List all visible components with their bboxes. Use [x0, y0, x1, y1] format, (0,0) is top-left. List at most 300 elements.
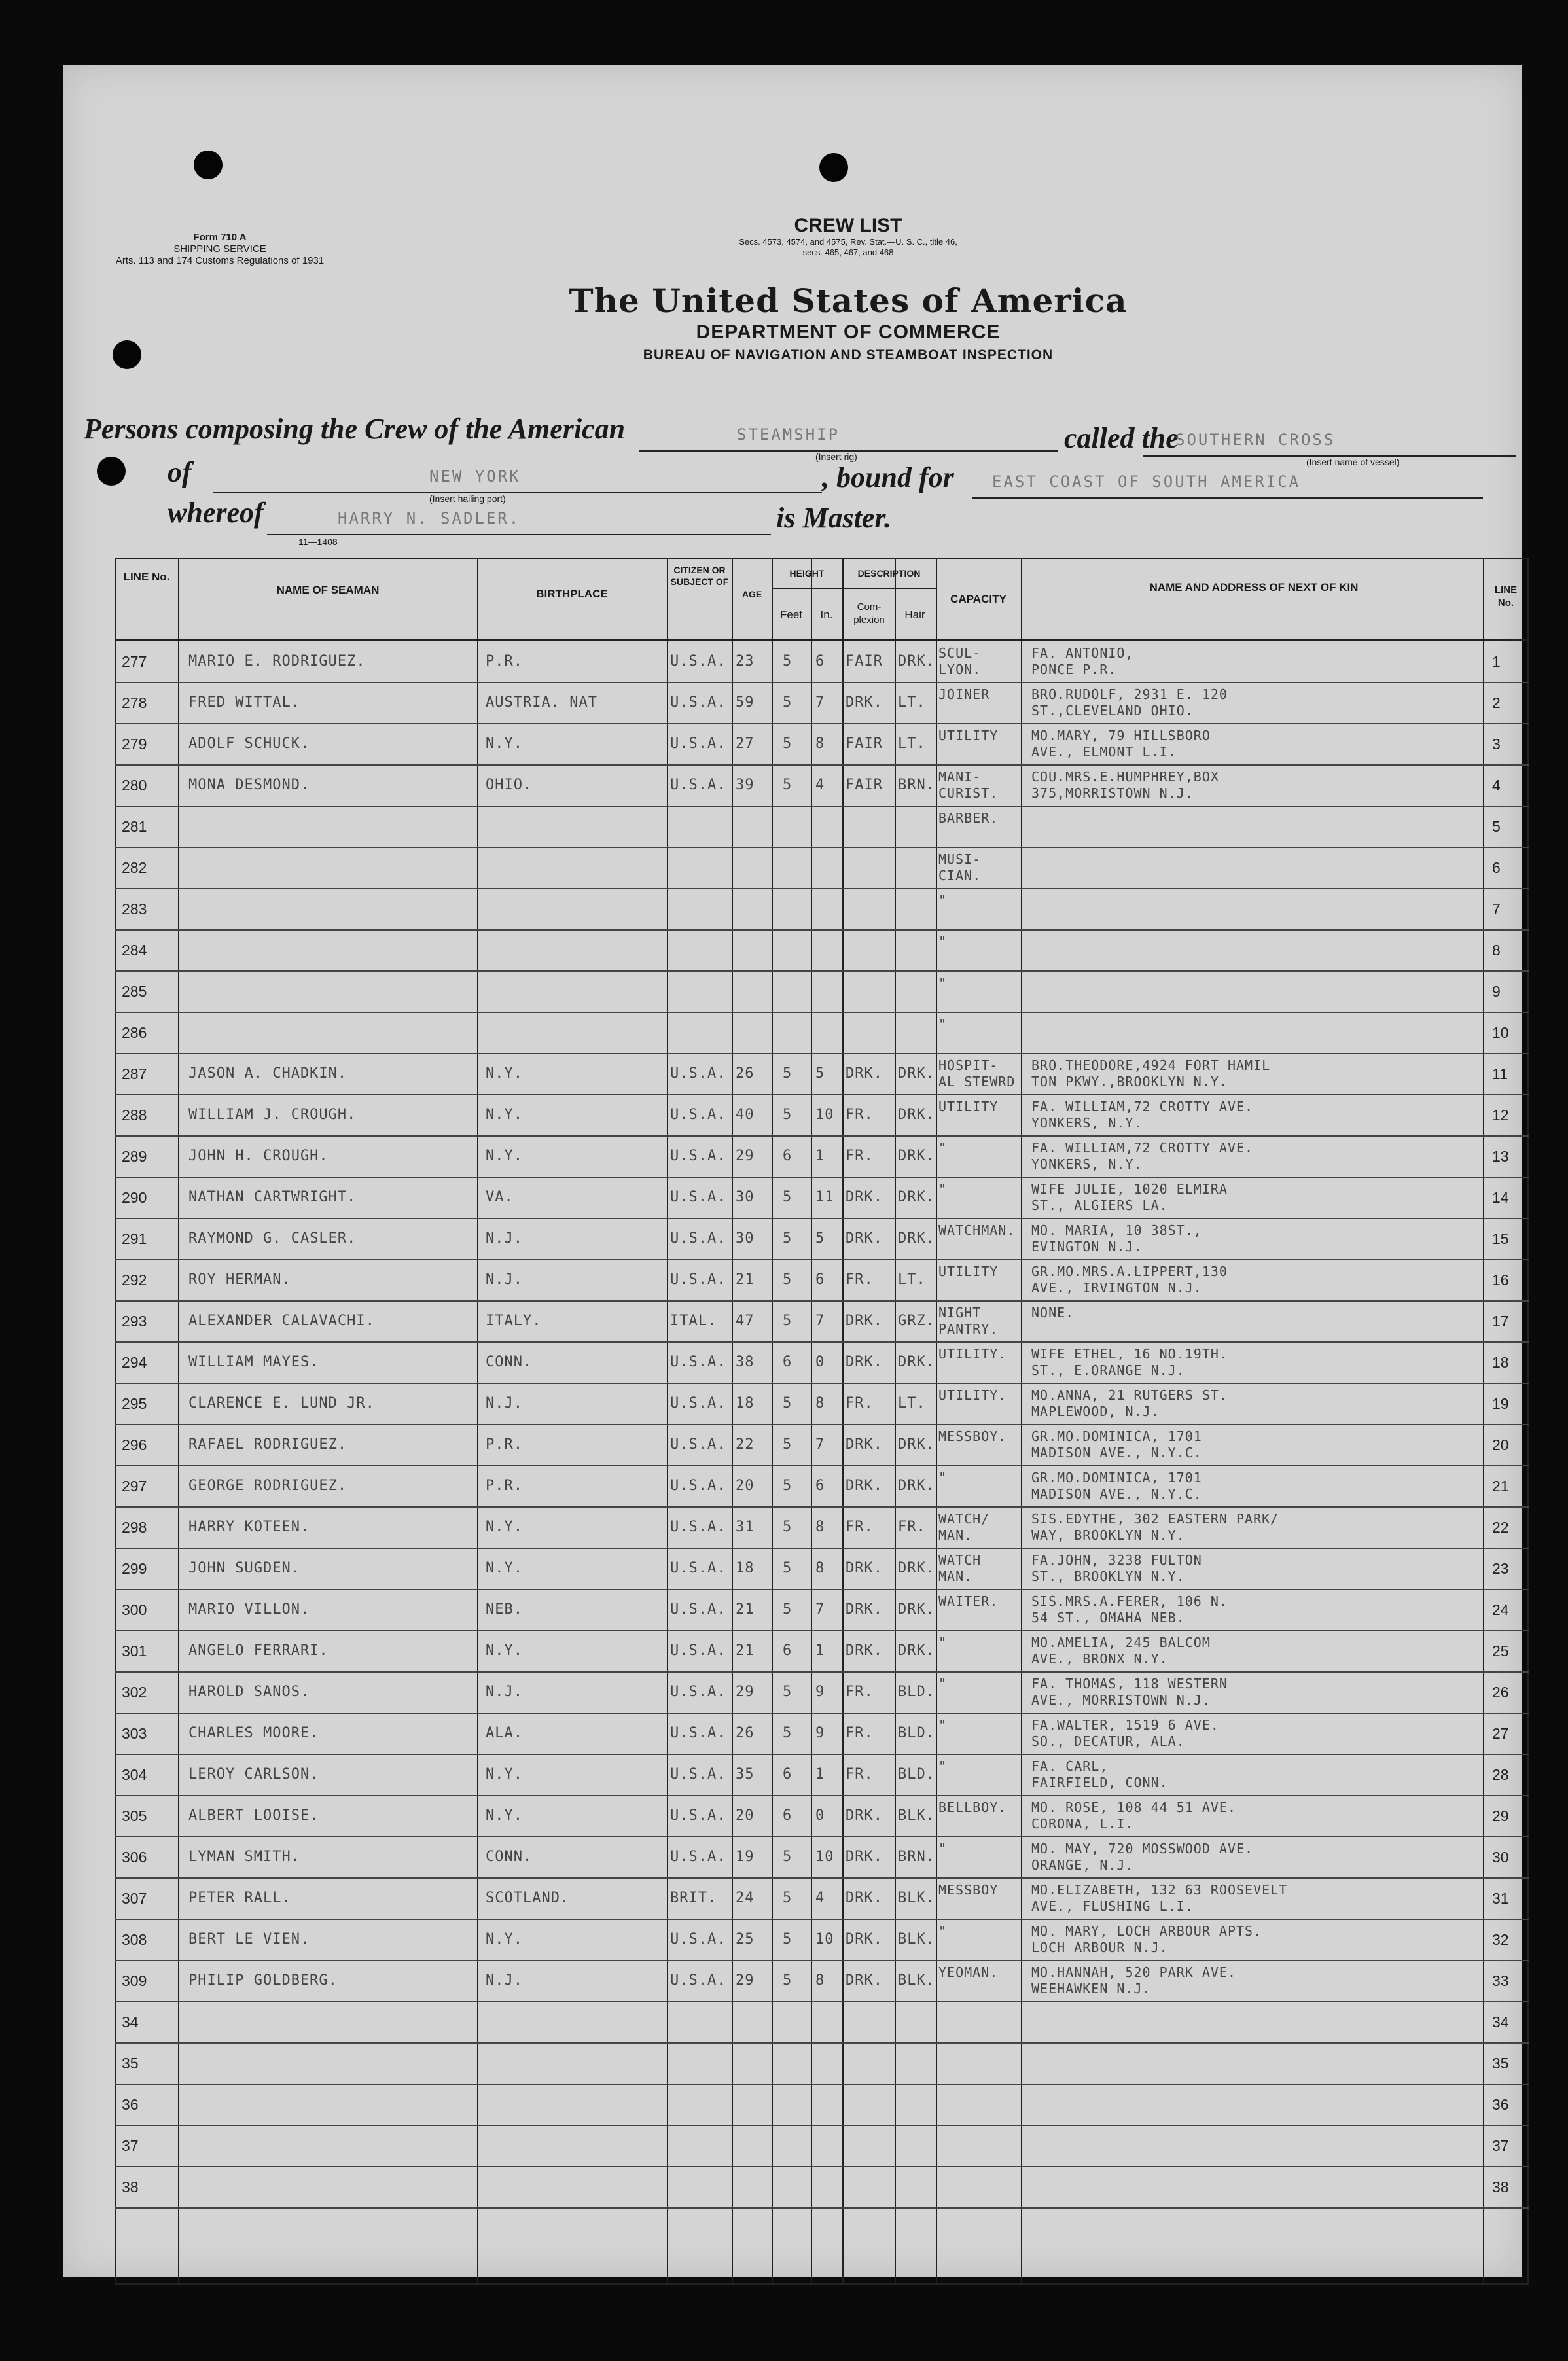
seaman-name: WILLIAM MAYES. [188, 1354, 319, 1370]
height-feet: 5 [783, 1395, 793, 1411]
complexion: DRK. [846, 1560, 883, 1576]
height-inches: 7 [815, 1436, 825, 1453]
age: 35 [736, 1766, 755, 1783]
capacity: YEOMAN. [938, 1964, 999, 1980]
of-label: of [168, 456, 192, 488]
citizen-of: U.S.A. [670, 694, 726, 711]
line-number-right: 34 [1492, 2014, 1509, 2031]
height-feet: 5 [783, 1313, 793, 1329]
line-number-left: 277 [122, 653, 147, 670]
height-feet: 5 [783, 736, 793, 752]
age: 18 [736, 1560, 755, 1576]
seaman-name: ROY HERMAN. [188, 1271, 291, 1288]
port-hint: (Insert hailing port) [429, 493, 506, 504]
capacity: WATCHMAN. [938, 1222, 1016, 1238]
citizen-of: U.S.A. [670, 1189, 726, 1205]
birthplace: CONN. [486, 1354, 533, 1370]
seaman-name: JOHN SUGDEN. [188, 1560, 300, 1576]
country-title: The United States of America [569, 281, 1128, 320]
citizen-of: U.S.A. [670, 653, 726, 669]
line-number-left: 37 [122, 2137, 139, 2154]
col-header-line-no-right: LINE No. [1494, 584, 1518, 609]
line-number-left: 285 [122, 983, 147, 1000]
height-inches: 5 [815, 1065, 825, 1082]
seaman-name: LYMAN SMITH. [188, 1849, 300, 1865]
complexion: FR. [846, 1271, 874, 1288]
height-feet: 5 [783, 1189, 793, 1205]
line-number-right: 11 [1492, 1065, 1508, 1082]
height-feet: 5 [783, 1931, 793, 1947]
hair: LT. [898, 1395, 926, 1411]
line-number-left: 287 [122, 1065, 147, 1082]
birthplace: N.Y. [486, 1148, 523, 1164]
table-row [115, 971, 1529, 1011]
col-header-citizen: CITIZEN OR SUBJECT OF [670, 565, 729, 587]
complexion: DRK. [846, 1436, 883, 1453]
birthplace: N.Y. [486, 1931, 523, 1947]
height-feet: 5 [783, 1890, 793, 1906]
table-row [115, 889, 1529, 929]
seaman-name: LEROY CARLSON. [188, 1766, 319, 1783]
height-inches: 8 [815, 1395, 825, 1411]
line-number-right: 15 [1492, 1230, 1509, 1247]
table-row [115, 930, 1529, 970]
birthplace: ALA. [486, 1725, 523, 1741]
citizen-of: U.S.A. [670, 1148, 726, 1164]
capacity: MUSI- CIAN. [938, 851, 982, 883]
line-number-right: 24 [1492, 1601, 1509, 1618]
capacity: " [938, 893, 948, 908]
line-number-right: 25 [1492, 1642, 1509, 1660]
hair: DRK. [898, 1478, 935, 1494]
height-feet: 5 [783, 1065, 793, 1082]
next-of-kin: MO. ROSE, 108 44 51 AVE. CORONA, L.I. [1031, 1800, 1236, 1832]
hair: DRK. [898, 1436, 935, 1453]
height-inches: 8 [815, 736, 825, 752]
citizen-of: U.S.A. [670, 1354, 726, 1370]
table-row [115, 847, 1529, 887]
height-feet: 5 [783, 1725, 793, 1741]
next-of-kin: FA. CARL, FAIRFIELD, CONN. [1031, 1758, 1168, 1790]
capacity: " [938, 1676, 948, 1692]
age: 38 [736, 1354, 755, 1370]
age: 21 [736, 1601, 755, 1618]
line-number-right: 4 [1492, 777, 1501, 794]
citizen-of: U.S.A. [670, 1519, 726, 1535]
line-number-left: 290 [122, 1189, 147, 1206]
line-number-right: 38 [1492, 2178, 1509, 2195]
citizen-of: U.S.A. [670, 1972, 726, 1989]
height-feet: 5 [783, 1972, 793, 1989]
next-of-kin: BRO.THEODORE,4924 FORT HAMIL TON PKWY.,BROOKLYN N.Y. [1031, 1057, 1271, 1090]
birthplace: N.Y. [486, 1642, 523, 1659]
next-of-kin: SIS.EDYTHE, 302 EASTERN PARK/ WAY, BROOKLYN N.Y. [1031, 1511, 1279, 1543]
height-inches: 6 [815, 1478, 825, 1494]
birthplace: VA. [486, 1189, 514, 1205]
table-row [115, 2084, 1529, 2124]
height-inches: 5 [815, 1230, 825, 1247]
col-header-complexion: Com- plexion [853, 601, 885, 626]
line-number-left: 294 [122, 1354, 147, 1371]
hair: DRK. [898, 1189, 935, 1205]
capacity: WAITER. [938, 1593, 999, 1609]
age: 30 [736, 1189, 755, 1205]
next-of-kin: GR.MO.MRS.A.LIPPERT,130 AVE., IRVINGTON N.J. [1031, 1264, 1228, 1296]
capacity: " [938, 1016, 948, 1032]
height-feet: 5 [783, 1271, 793, 1288]
birthplace: AUSTRIA. NAT [486, 694, 597, 711]
line-number-left: 36 [122, 2096, 139, 2113]
col-header-feet: Feet [779, 609, 803, 621]
capacity: " [938, 975, 948, 991]
birthplace: N.J. [486, 1395, 523, 1411]
hair: LT. [898, 694, 926, 711]
rig-field: STEAMSHIP [737, 425, 840, 444]
height-inches: 9 [815, 1684, 825, 1700]
line-number-left: 305 [122, 1807, 147, 1824]
seaman-name: JASON A. CHADKIN. [188, 1065, 347, 1082]
table-row [115, 1919, 1529, 1959]
table-row [115, 806, 1529, 846]
height-inches: 0 [815, 1354, 825, 1370]
table-row [115, 2125, 1529, 2165]
table-row [115, 1754, 1529, 1794]
height-feet: 5 [783, 1230, 793, 1247]
table-row [115, 1301, 1529, 1341]
height-feet: 5 [783, 1560, 793, 1576]
birthplace: N.J. [486, 1230, 523, 1247]
line-number-left: 306 [122, 1849, 147, 1866]
complexion: FAIR [846, 777, 883, 793]
line-number-left: 299 [122, 1560, 147, 1577]
age: 24 [736, 1890, 755, 1906]
table-row [115, 641, 1529, 681]
citizen-of: U.S.A. [670, 1478, 726, 1494]
birthplace: N.J. [486, 1684, 523, 1700]
citizen-of: U.S.A. [670, 1931, 726, 1947]
called-label: called the [1064, 422, 1179, 454]
master-field: HARRY N. SADLER. [338, 509, 521, 527]
line-number-right: 37 [1492, 2137, 1509, 2154]
line-number-right: 29 [1492, 1807, 1509, 1824]
complexion: FR. [846, 1766, 874, 1783]
capacity: " [938, 1717, 948, 1733]
line-number-right: 20 [1492, 1436, 1509, 1453]
next-of-kin: FA.WALTER, 1519 6 AVE. SO., DECATUR, ALA. [1031, 1717, 1219, 1749]
age: 39 [736, 777, 755, 793]
citizen-of: U.S.A. [670, 736, 726, 752]
next-of-kin: GR.MO.DOMINICA, 1701 MADISON AVE., N.Y.C. [1031, 1429, 1202, 1461]
line-number-right: 7 [1492, 900, 1501, 917]
age: 22 [736, 1436, 755, 1453]
line-number-right: 17 [1492, 1313, 1509, 1330]
hair: LT. [898, 1271, 926, 1288]
birthplace: N.Y. [486, 736, 523, 752]
line-number-right: 13 [1492, 1148, 1509, 1165]
citizen-of: U.S.A. [670, 1849, 726, 1865]
complexion: FAIR [846, 736, 883, 752]
citizen-of: U.S.A. [670, 1807, 726, 1824]
capacity: " [938, 1140, 948, 1156]
col-header-kin: NAME AND ADDRESS OF NEXT OF KIN [1149, 581, 1359, 594]
rig-hint: (Insert rig) [815, 452, 857, 462]
table-bottom-border [115, 2283, 1529, 2285]
complexion: DRK. [846, 1849, 883, 1865]
height-inches: 1 [815, 1642, 825, 1659]
capacity: UTILITY [938, 1099, 999, 1114]
age: 18 [736, 1395, 755, 1411]
age: 29 [736, 1148, 755, 1164]
next-of-kin: MO. MARIA, 10 38ST., EVINGTON N.J. [1031, 1222, 1202, 1254]
seaman-name: PETER RALL. [188, 1890, 291, 1906]
complexion: DRK. [846, 1354, 883, 1370]
hair: DRK. [898, 1230, 935, 1247]
age: 47 [736, 1313, 755, 1329]
destination-line [972, 497, 1483, 499]
line-number-left: 295 [122, 1395, 147, 1412]
hair: DRK. [898, 1601, 935, 1618]
hair: DRK. [898, 1107, 935, 1123]
height-feet: 5 [783, 1601, 793, 1618]
col-header-age: AGE [741, 589, 762, 599]
persons-label: Persons composing the Crew of the American [84, 413, 626, 445]
height-inches: 8 [815, 1972, 825, 1989]
height-inches: 7 [815, 1313, 825, 1329]
table-row [115, 1425, 1529, 1465]
complexion: FR. [846, 1395, 874, 1411]
hair: FR. [898, 1519, 926, 1535]
height-feet: 6 [783, 1766, 793, 1783]
line-number-right: 31 [1492, 1890, 1509, 1907]
bound-label: , bound for [822, 461, 954, 493]
next-of-kin: MO. MAY, 720 MOSSWOOD AVE. ORANGE, N.J. [1031, 1841, 1254, 1873]
height-feet: 5 [783, 653, 793, 669]
form-service: SHIPPING SERVICE [173, 243, 266, 255]
col-header-name: NAME OF SEAMAN [276, 584, 380, 596]
hair: BRN. [898, 777, 935, 793]
line-number-left: 303 [122, 1725, 147, 1742]
line-number-right: 12 [1492, 1107, 1509, 1124]
seaman-name: RAFAEL RODRIGUEZ. [188, 1436, 347, 1453]
citizen-of: U.S.A. [670, 1107, 726, 1123]
table-row [115, 1054, 1529, 1093]
table-row [115, 1837, 1529, 1877]
line-number-right: 1 [1492, 653, 1501, 670]
birthplace: N.J. [486, 1972, 523, 1989]
hair: BLD. [898, 1684, 935, 1700]
seaman-name: ALBERT LOOISE. [188, 1807, 319, 1824]
complexion: DRK. [846, 1642, 883, 1659]
row-rule [115, 2207, 1529, 2209]
capacity: UTILITY. [938, 1387, 1007, 1403]
table-row [115, 1095, 1529, 1135]
age: 26 [736, 1725, 755, 1741]
crew-table [115, 558, 1529, 2285]
birthplace: N.J. [486, 1271, 523, 1288]
complexion: DRK. [846, 1230, 883, 1247]
master-line [267, 534, 771, 535]
table-row [115, 1589, 1529, 1629]
hair: BLK. [898, 1807, 935, 1824]
line-number-right: 26 [1492, 1684, 1509, 1701]
birthplace: N.Y. [486, 1807, 523, 1824]
next-of-kin: FA. THOMAS, 118 WESTERN AVE., MORRISTOWN N.J. [1031, 1676, 1228, 1708]
table-row [115, 1012, 1529, 1052]
height-inches: 1 [815, 1766, 825, 1783]
line-number-right: 3 [1492, 736, 1501, 753]
whereof-label: whereof [168, 497, 264, 529]
height-feet: 5 [783, 1849, 793, 1865]
age: 20 [736, 1807, 755, 1824]
line-number-right: 2 [1492, 694, 1501, 711]
line-number-right: 21 [1492, 1478, 1509, 1495]
vessel-name-hint: (Insert name of vessel) [1306, 457, 1400, 467]
capacity: MESSBOY. [938, 1429, 1007, 1444]
capacity: BELLBOY. [938, 1800, 1007, 1815]
col-header-capacity: CAPACITY [950, 593, 1007, 605]
next-of-kin: FA. WILLIAM,72 CROTTY AVE. YONKERS, N.Y. [1031, 1140, 1254, 1172]
table-row [115, 1796, 1529, 1836]
hair: BLK. [898, 1890, 935, 1906]
age: 19 [736, 1849, 755, 1865]
seaman-name: MONA DESMOND. [188, 777, 310, 793]
height-inches: 10 [815, 1849, 834, 1865]
age: 59 [736, 694, 755, 711]
height-feet: 5 [783, 1478, 793, 1494]
age: 31 [736, 1519, 755, 1535]
hair: BRN. [898, 1849, 935, 1865]
height-feet: 5 [783, 1519, 793, 1535]
line-number-right: 19 [1492, 1395, 1509, 1412]
citizen-of: U.S.A. [670, 1395, 726, 1411]
next-of-kin: FA. ANTONIO, PONCE P.R. [1031, 645, 1134, 677]
seaman-name: ADOLF SCHUCK. [188, 736, 310, 752]
age: 21 [736, 1271, 755, 1288]
seaman-name: CHARLES MOORE. [188, 1725, 319, 1741]
col-header-line-no: LINE No. [123, 571, 170, 583]
birthplace: P.R. [486, 653, 523, 669]
age: 23 [736, 653, 755, 669]
hair: LT. [898, 736, 926, 752]
table-row [115, 1218, 1529, 1258]
line-number-left: 304 [122, 1766, 147, 1783]
height-feet: 5 [783, 777, 793, 793]
hair: DRK. [898, 1354, 935, 1370]
hair: DRK. [898, 653, 935, 669]
hair: DRK. [898, 1642, 935, 1659]
print-code: 11—1408 [298, 537, 338, 547]
line-number-left: 286 [122, 1024, 147, 1041]
birthplace: NEB. [486, 1601, 523, 1618]
next-of-kin: GR.MO.DOMINICA, 1701 MADISON AVE., N.Y.C. [1031, 1470, 1202, 1502]
document-header [521, 215, 1175, 363]
citizen-of: U.S.A. [670, 1271, 726, 1288]
form-articles: Arts. 113 and 174 Customs Regulations of 1931 [115, 255, 325, 266]
line-number-right: 5 [1492, 818, 1501, 835]
next-of-kin: MO.ANNA, 21 RUTGERS ST. MAPLEWOOD, N.J. [1031, 1387, 1228, 1419]
height-inches: 9 [815, 1725, 825, 1741]
next-of-kin: SIS.MRS.A.FERER, 106 N. 54 ST., OMAHA NEB. [1031, 1593, 1228, 1625]
table-row [115, 724, 1529, 764]
capacity: " [938, 934, 948, 950]
citizen-of: U.S.A. [670, 1436, 726, 1453]
next-of-kin: MO.MARY, 79 HILLSBORO AVE., ELMONT L.I. [1031, 728, 1211, 760]
height-inches: 4 [815, 1890, 825, 1906]
line-number-right: 10 [1492, 1024, 1509, 1041]
complexion: DRK. [846, 1807, 883, 1824]
line-number-left: 307 [122, 1890, 147, 1907]
line-number-right: 9 [1492, 983, 1501, 1000]
complexion: DRK. [846, 1890, 883, 1906]
hair: DRK. [898, 1148, 935, 1164]
capacity: MANI- CURIST. [938, 769, 999, 801]
hair: DRK. [898, 1065, 935, 1082]
punch-hole [194, 151, 223, 179]
table-row [115, 2043, 1529, 2083]
birthplace: ITALY. [486, 1313, 542, 1329]
capacity: UTILITY [938, 728, 999, 743]
statutes-line: Secs. 4573, 4574, and 4575, Rev. Stat.—U. S. C., title 46, [739, 237, 957, 247]
height-feet: 6 [783, 1807, 793, 1824]
line-number-left: 35 [122, 2055, 139, 2072]
citizen-of: U.S.A. [670, 1725, 726, 1741]
height-feet: 6 [783, 1354, 793, 1370]
table-row [115, 683, 1529, 722]
header-subline [842, 588, 936, 589]
capacity: " [938, 1470, 948, 1485]
birthplace: CONN. [486, 1849, 533, 1865]
birthplace: SCOTLAND. [486, 1890, 570, 1906]
line-number-right: 22 [1492, 1519, 1509, 1536]
table-row [115, 1342, 1529, 1382]
table-row [115, 2167, 1529, 2207]
age: 21 [736, 1642, 755, 1659]
next-of-kin: MO.AMELIA, 245 BALCOM AVE., BRONX N.Y. [1031, 1635, 1211, 1667]
height-feet: 6 [783, 1148, 793, 1164]
complexion: FAIR [846, 653, 883, 669]
table-row [115, 1383, 1529, 1423]
page-title: CREW LIST [794, 215, 902, 236]
line-number-left: 293 [122, 1313, 147, 1330]
line-number-right: 14 [1492, 1189, 1509, 1206]
capacity: " [938, 1181, 948, 1197]
birthplace: P.R. [486, 1478, 523, 1494]
citizen-of: U.S.A. [670, 1065, 726, 1082]
capacity: JOINER [938, 686, 990, 702]
port-field: NEW YORK [429, 467, 521, 486]
complexion: DRK. [846, 1972, 883, 1989]
punch-hole [819, 153, 848, 182]
crew-list-document [63, 65, 1522, 2277]
height-feet: 5 [783, 694, 793, 711]
line-number-right: 32 [1492, 1931, 1509, 1948]
next-of-kin: COU.MRS.E.HUMPHREY,BOX 375,MORRISTOWN N.J. [1031, 769, 1219, 801]
citizen-of: U.S.A. [670, 1766, 726, 1783]
next-of-kin: FA.JOHN, 3238 FULTON ST., BROOKLYN N.Y. [1031, 1552, 1202, 1584]
birthplace: OHIO. [486, 777, 533, 793]
capacity: WATCH MAN. [938, 1552, 982, 1584]
seaman-name: GEORGE RODRIGUEZ. [188, 1478, 347, 1494]
birthplace: N.Y. [486, 1766, 523, 1783]
form-number: Form 710 A [193, 232, 247, 243]
capacity: MESSBOY [938, 1882, 999, 1898]
punch-hole [113, 340, 141, 369]
citizen-of: U.S.A. [670, 1684, 726, 1700]
line-number-left: 38 [122, 2178, 139, 2195]
hair: DRK. [898, 1560, 935, 1576]
line-number-left: 292 [122, 1271, 147, 1288]
next-of-kin: WIFE JULIE, 1020 ELMIRA ST., ALGIERS LA. [1031, 1181, 1228, 1213]
